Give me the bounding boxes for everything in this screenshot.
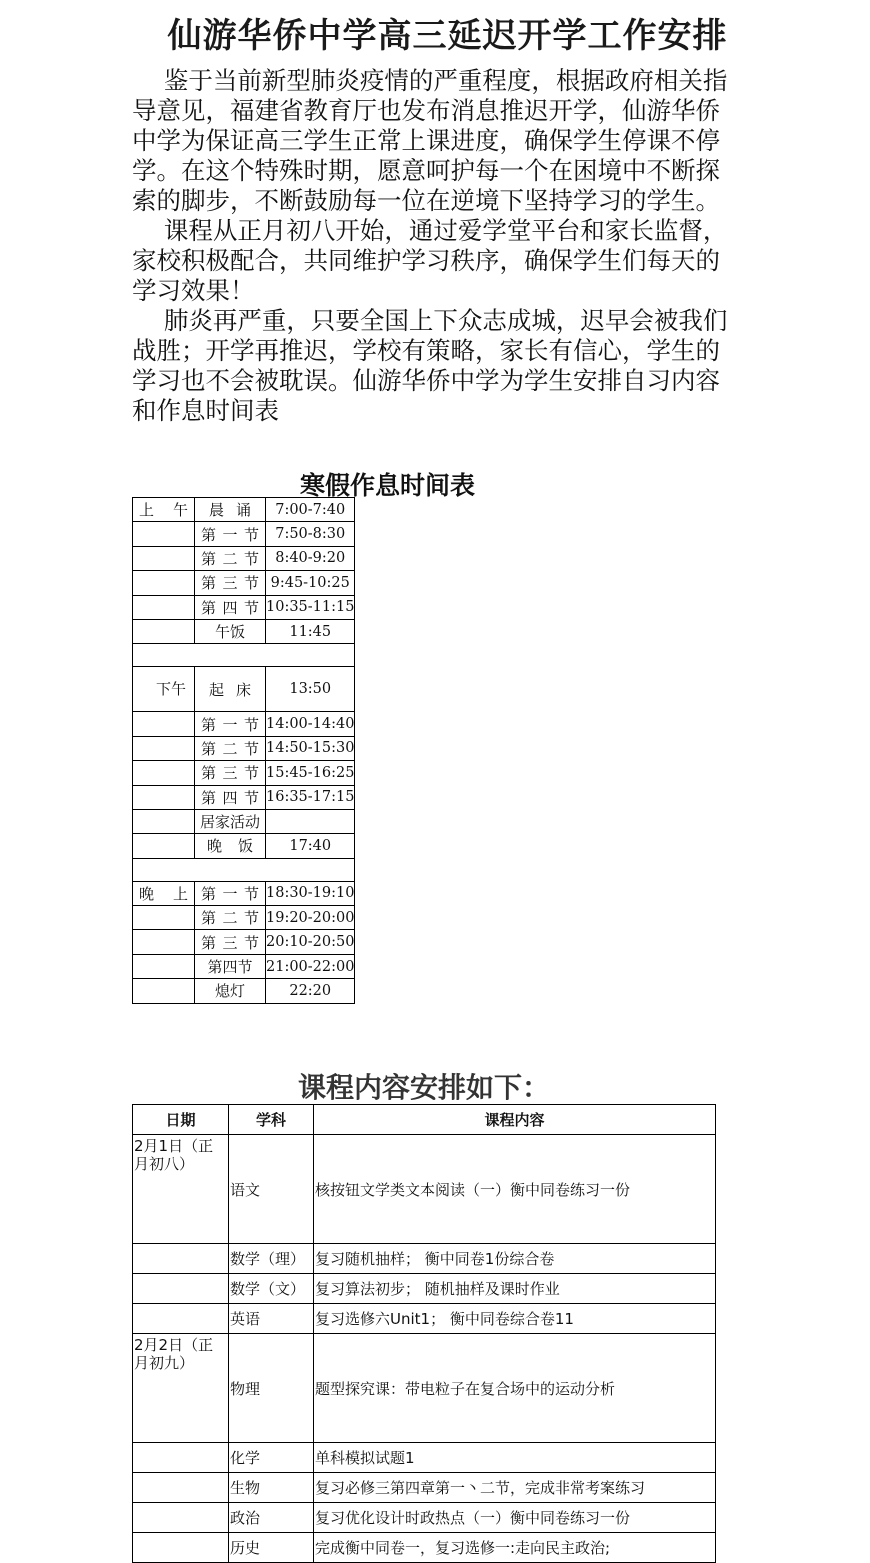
schedule-spacer-row bbox=[133, 858, 355, 881]
schedule-time: 18:30-19:10 bbox=[266, 881, 355, 905]
schedule-time: 15:45-16:25 bbox=[266, 761, 355, 785]
course-content: 复习优化设计时政热点（一）衡中同卷练习一份 bbox=[314, 1503, 716, 1533]
schedule-time: 9:45-10:25 bbox=[266, 571, 355, 595]
course-content: 复习算法初步； 随机抽样及课时作业 bbox=[314, 1274, 716, 1304]
schedule-row bbox=[133, 571, 355, 595]
schedule-item: 第 四 节 bbox=[195, 785, 266, 809]
schedule-time: 22:20 bbox=[266, 979, 355, 1003]
schedule-row bbox=[133, 906, 355, 930]
schedule-row bbox=[133, 595, 355, 619]
course-title: 课程内容安排如下： bbox=[298, 1071, 551, 1104]
schedule-item: 起 床 bbox=[195, 667, 266, 712]
course-subject: 政治 bbox=[229, 1503, 314, 1533]
course-date bbox=[133, 1443, 229, 1473]
schedule-time: 19:20-20:00 bbox=[266, 906, 355, 930]
course-subject: 化学 bbox=[229, 1443, 314, 1473]
schedule-row bbox=[133, 979, 355, 1003]
header-date: 日期 bbox=[133, 1105, 229, 1135]
schedule-item: 第四节 bbox=[195, 954, 266, 978]
schedule-row bbox=[133, 736, 355, 760]
intro-paragraph: 课程从正月初八开始，通过爱学堂平台和家长监督，家校积极配合，共同维护学习秩序，确保学生们每天的学习效果！ bbox=[132, 216, 728, 305]
course-subject: 语文 bbox=[229, 1135, 314, 1244]
period-label-evening: 晚 上 bbox=[133, 881, 195, 905]
course-row bbox=[133, 1274, 716, 1304]
schedule-row bbox=[133, 809, 355, 833]
schedule-item: 第 三 节 bbox=[195, 571, 266, 595]
schedule-row bbox=[133, 761, 355, 785]
intro-paragraph: 鉴于当前新型肺炎疫情的严重程度，根据政府相关指导意见，福建省教育厅也发布消息推迟开学，仙游华侨中学为保证高三学生正常上课进度，确保学生停课不停学。在这个特殊时期，愿意呵护每一个在困境中不断探索的脚步，不断鼓励每一位在逆境下坚持学习的学生。 bbox=[132, 66, 728, 215]
schedule-item: 第 一 节 bbox=[195, 712, 266, 736]
course-row bbox=[133, 1533, 716, 1563]
schedule-time: 11:45 bbox=[266, 619, 355, 643]
schedule-time: 13:50 bbox=[266, 667, 355, 712]
course-subject: 历史 bbox=[229, 1533, 314, 1563]
course-date: 2月1日（正月初八） bbox=[133, 1135, 229, 1244]
schedule-time: 10:35-11:15 bbox=[266, 595, 355, 619]
schedule-item: 第 三 节 bbox=[195, 930, 266, 954]
schedule-row bbox=[133, 522, 355, 546]
schedule-time: 14:50-15:30 bbox=[266, 736, 355, 760]
document-title: 仙游华侨中学高三延迟开学工作安排 bbox=[167, 16, 728, 56]
schedule-item: 第 四 节 bbox=[195, 595, 266, 619]
course-date bbox=[133, 1244, 229, 1274]
schedule-item: 第 二 节 bbox=[195, 736, 266, 760]
schedule-time: 20:10-20:50 bbox=[266, 930, 355, 954]
schedule-item: 第 二 节 bbox=[195, 546, 266, 570]
schedule-row bbox=[133, 785, 355, 809]
course-subject: 物理 bbox=[229, 1334, 314, 1443]
header-content: 课程内容 bbox=[314, 1105, 716, 1135]
course-date bbox=[133, 1503, 229, 1533]
schedule-row bbox=[133, 546, 355, 570]
schedule-title: 寒假作息时间表 bbox=[300, 471, 476, 500]
schedule-item: 熄灯 bbox=[195, 979, 266, 1003]
schedule-item: 晨 诵 bbox=[195, 498, 266, 522]
schedule-time: 17:40 bbox=[266, 834, 355, 858]
schedule-row bbox=[133, 881, 355, 905]
course-content: 题型探究课：带电粒子在复合场中的运动分析 bbox=[314, 1334, 716, 1443]
course-row bbox=[133, 1334, 716, 1443]
schedule-item: 晚 饭 bbox=[195, 834, 266, 858]
course-subject: 数学（理） bbox=[229, 1244, 314, 1274]
course-date bbox=[133, 1304, 229, 1334]
intro-text bbox=[132, 66, 742, 426]
schedule-time: 21:00-22:00 bbox=[266, 954, 355, 978]
schedule-time: 16:35-17:15 bbox=[266, 785, 355, 809]
schedule-spacer-row bbox=[133, 644, 355, 667]
course-content: 单科模拟试题1 bbox=[314, 1443, 716, 1473]
schedule-row bbox=[133, 712, 355, 736]
course-date bbox=[133, 1274, 229, 1304]
schedule-time: 7:50-8:30 bbox=[266, 522, 355, 546]
course-row bbox=[133, 1473, 716, 1503]
period-label-afternoon: 下午 bbox=[133, 667, 195, 712]
schedule-item: 第 二 节 bbox=[195, 906, 266, 930]
schedule-row bbox=[133, 667, 355, 712]
schedule-row bbox=[133, 619, 355, 643]
intro-paragraph: 肺炎再严重，只要全国上下众志成城，迟早会被我们战胜；开学再推迟，学校有策略，家长有信心，学生的学习也不会被耽误。仙游华侨中学为学生安排自习内容和作息时间表 bbox=[132, 306, 728, 425]
course-content: 复习必修三第四章第一丶二节，完成非常考案练习 bbox=[314, 1473, 716, 1503]
header-subject: 学科 bbox=[229, 1105, 314, 1135]
course-content: 完成衡中同卷一，复习选修一:走向民主政治; bbox=[314, 1533, 716, 1563]
schedule-item: 午饭 bbox=[195, 619, 266, 643]
schedule-row bbox=[133, 498, 355, 522]
schedule-row bbox=[133, 930, 355, 954]
schedule-item: 第 一 节 bbox=[195, 522, 266, 546]
course-date bbox=[133, 1533, 229, 1563]
schedule-item: 第 一 节 bbox=[195, 881, 266, 905]
schedule-row bbox=[133, 834, 355, 858]
schedule-time: 8:40-9:20 bbox=[266, 546, 355, 570]
schedule-time bbox=[266, 809, 355, 833]
course-content: 核按钮文学类文本阅读（一）衡中同卷练习一份 bbox=[314, 1135, 716, 1244]
schedule-table bbox=[132, 497, 355, 1004]
schedule-row bbox=[133, 954, 355, 978]
course-subject: 英语 bbox=[229, 1304, 314, 1334]
schedule-item: 居家活动 bbox=[195, 809, 266, 833]
schedule-time: 7:00-7:40 bbox=[266, 498, 355, 522]
period-label-morning: 上 午 bbox=[133, 498, 195, 522]
course-row bbox=[133, 1503, 716, 1533]
course-date bbox=[133, 1473, 229, 1503]
course-row bbox=[133, 1135, 716, 1244]
course-content: 复习随机抽样； 衡中同卷1份综合卷 bbox=[314, 1244, 716, 1274]
course-row bbox=[133, 1443, 716, 1473]
course-subject: 生物 bbox=[229, 1473, 314, 1503]
course-header-row bbox=[133, 1105, 716, 1135]
course-row bbox=[133, 1244, 716, 1274]
schedule-time: 14:00-14:40 bbox=[266, 712, 355, 736]
schedule-item: 第 三 节 bbox=[195, 761, 266, 785]
course-row bbox=[133, 1304, 716, 1334]
course-date: 2月2日（正月初九） bbox=[133, 1334, 229, 1443]
course-table bbox=[132, 1104, 716, 1563]
course-subject: 数学（文） bbox=[229, 1274, 314, 1304]
course-content: 复习选修六Unit1； 衡中同卷综合卷11 bbox=[314, 1304, 716, 1334]
